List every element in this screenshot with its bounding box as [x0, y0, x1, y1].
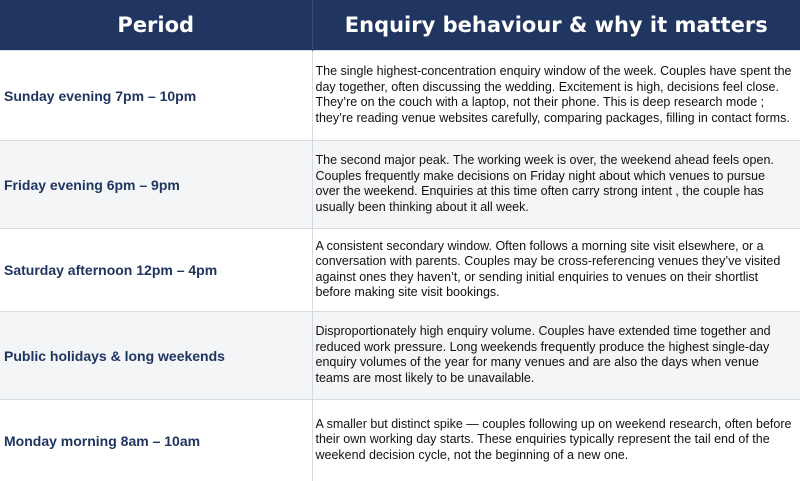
table-row [0, 400, 800, 481]
period-cell: Monday morning 8am – 10am [0, 400, 312, 481]
description-cell: A smaller but distinct spike — couples following up on weekend research, often before their own working day starts. These enquiries typically represent the tail end of the weekend decision cycle, not the beginning of a new one. [312, 400, 800, 481]
table-row [0, 312, 800, 400]
table-row [0, 229, 800, 312]
table-row [0, 141, 800, 229]
description-cell: Disproportionately high enquiry volume. Couples have extended time together and reduced work pressure. Long weekends frequently produce the highest single-day enquiry volumes of the year for many venues and are also the days when venue teams are most likely to be unavailable. [312, 312, 800, 400]
description-cell: A consistent secondary window. Often follows a morning site visit elsewhere, or a conversation with parents. Couples may be cross-referencing venues they’ve visited against ones they haven’t, or sending initial enquiries to venues on their shortlist before making site visit bookings. [312, 229, 800, 312]
table-row [0, 51, 800, 141]
column-header-behaviour: Enquiry behaviour & why it matters [312, 0, 800, 51]
description-cell: The second major peak. The working week is over, the weekend ahead feels open. Couples frequently make decisions on Friday night about which venues to pursue over the weekend. Enquiries at this time often carry strong intent , the couple has usually been thinking about it all week. [312, 141, 800, 229]
period-cell: Friday evening 6pm – 9pm [0, 141, 312, 229]
period-cell: Public holidays & long weekends [0, 312, 312, 400]
table-header-row [0, 0, 800, 51]
period-cell: Saturday afternoon 12pm – 4pm [0, 229, 312, 312]
period-cell: Sunday evening 7pm – 10pm [0, 51, 312, 141]
description-cell: The single highest-concentration enquiry window of the week. Couples have spent the day together, often discussing the wedding. Excitement is high, decisions feel close. They’re on the couch with a laptop, not their phone. This is deep research mode ; they’re reading venue websites carefully, comparing packages, filling in contact forms. [312, 51, 800, 141]
column-header-period: Period [0, 0, 312, 51]
